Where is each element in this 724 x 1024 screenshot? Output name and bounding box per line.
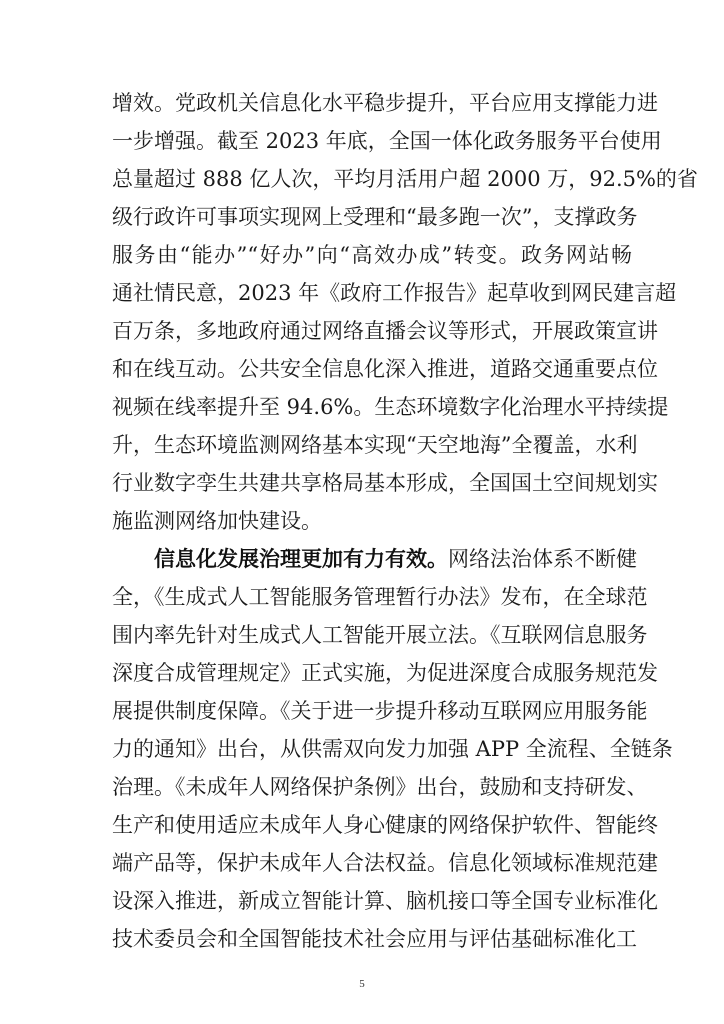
paragraph-1-line: 级行政许可事项实现网上受理和“最多跑一次”，支撑政务 <box>112 205 638 229</box>
paragraph-2-line: 技术委员会和全国智能技术社会应用与评估基础标准化工 <box>112 927 637 951</box>
paragraph-2-line: 展提供制度保障。《关于进一步提升移动互联网应用服务能 <box>112 699 648 723</box>
paragraph-2-line: 设深入推进，新成立智能计算、脑机接口等全国专业标准化 <box>112 889 658 913</box>
paragraph-2-line: 围内率先针对生成式人工智能开展立法。《互联网信息服务 <box>112 623 648 647</box>
paragraph-2-line: 端产品等，保护未成年人合法权益。信息化领域标准规范建 <box>112 851 658 875</box>
paragraph-1-line: 一步增强。截至 2023 年底，全国一体化政务服务平台使用 <box>112 129 662 153</box>
paragraph-1-line: 服务由“能办”“好办”向“高效办成”转变。政务网站畅 <box>112 243 632 267</box>
paragraph-1-line: 行业数字孪生共建共享格局基本形成，全国国土空间规划实 <box>112 471 658 495</box>
paragraph-1-line: 总量超过 888 亿人次，平均月活用户超 2000 万，92.5%的省 <box>112 167 698 191</box>
paragraph-2-heading: 信息化发展治理更加有力有效。 <box>154 546 448 571</box>
paragraph-2-line: 深度合成管理规定》正式实施，为促进深度合成服务规范发 <box>112 661 658 685</box>
paragraph-2-line: 力的通知》出台，从供需双向发力加强 APP 全流程、全链条 <box>112 737 673 761</box>
paragraph-2-line: 全，《生成式人工智能服务管理暂行办法》发布，在全球范 <box>112 585 648 609</box>
paragraph-2-line: 治理。《未成年人网络保护条例》出台，鼓励和支持研发、 <box>112 775 648 799</box>
paragraph-1-line: 施监测网络加快建设。 <box>112 509 322 533</box>
paragraph-1-line: 增效。党政机关信息化水平稳步提升，平台应用支撑能力进 <box>112 91 658 115</box>
paragraph-1-line: 升，生态环境监测网络基本实现“天空地海”全覆盖，水利 <box>112 433 638 457</box>
paragraph-2-first-line-text: 网络法治体系不断健 <box>448 547 637 571</box>
page-number: 5 <box>359 978 365 990</box>
paragraph-1-line: 通社情民意，2023 年《政府工作报告》起草收到网民建言超 <box>112 281 677 305</box>
paragraph-2-line: 生产和使用适应未成年人身心健康的网络保护软件、智能终 <box>112 813 658 837</box>
paragraph-1-line: 视频在线率提升至 94.6%。生态环境数字化治理水平持续提 <box>112 395 669 419</box>
paragraph-1-line: 和在线互动。公共安全信息化深入推进，道路交通重要点位 <box>112 357 658 381</box>
paragraph-1-line: 百万条，多地政府通过网络直播会议等形式，开展政策宣讲 <box>112 319 658 343</box>
paragraph-2-first-line <box>154 544 637 574</box>
